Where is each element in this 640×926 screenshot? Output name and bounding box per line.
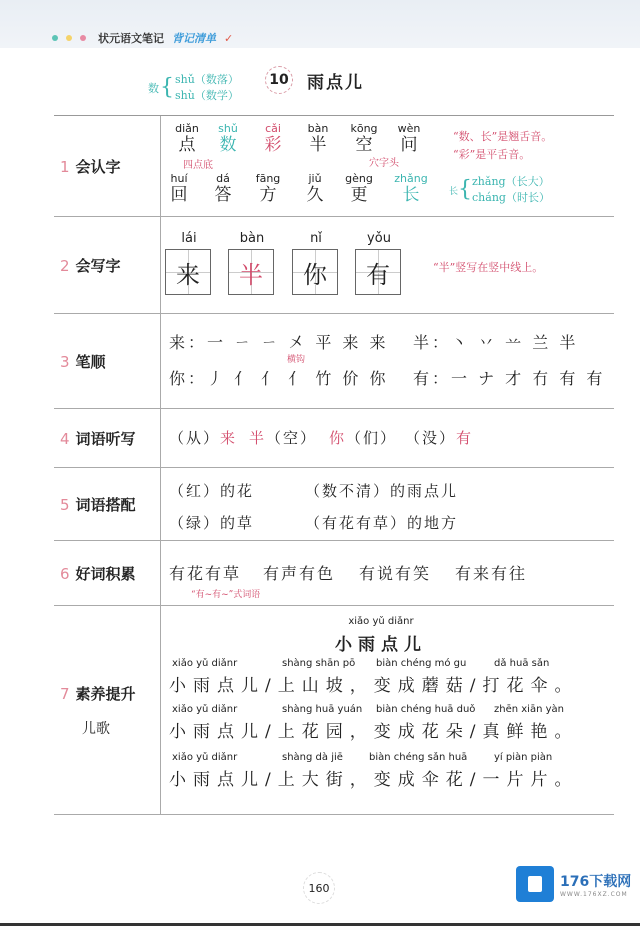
stroke-sequence: 半：丶 丷 䒑 兰 半 (413, 333, 579, 352)
tianzige-box: 有 (355, 249, 401, 295)
row-title: 会写字 (75, 256, 121, 275)
row-label (54, 409, 161, 467)
pinyin: jiǔ (308, 172, 322, 185)
poem-text: 小雨点儿/上山坡，变成蘑菇/打花伞。 (169, 676, 579, 696)
pinyin: bàn (307, 122, 329, 135)
pinyin: fāng (255, 172, 281, 185)
brace-icon: { (160, 75, 174, 100)
idiom: 有说有笑 (359, 564, 432, 583)
hanzi: 点 (178, 135, 196, 155)
pinyin: shàng dà jiē (282, 752, 343, 763)
idiom: 有花有草 (169, 564, 242, 583)
notes-table (54, 115, 614, 815)
pinyin: kōng (350, 122, 378, 135)
word-part: 半 (249, 429, 267, 447)
watermark-title: 176下载网 (560, 873, 632, 890)
row-dictation (54, 409, 614, 468)
stroke-sequence: 有：一 ナ 才 冇 有 有 (413, 369, 606, 388)
idiom: 有声有色 (263, 564, 336, 583)
row-number: 5 (60, 495, 70, 514)
pinyin: xiǎo yǔ diǎnr (172, 704, 238, 715)
stroke-sequence: 来：一 ㄧ ㄧ 㐅 平 来 来 (169, 333, 389, 352)
dot-icon (80, 35, 86, 41)
row-label (54, 468, 161, 540)
pinyin: biàn chéng mó gu (376, 658, 467, 669)
stroke-content (161, 314, 614, 408)
annotation-kong: 穴字头 (369, 158, 399, 169)
lesson-header (265, 66, 364, 94)
word-part: 有 (456, 429, 474, 447)
row-number: 7 (60, 684, 70, 703)
pinyin: dǎ huā sǎn (494, 658, 550, 669)
word-part: （从） (169, 429, 221, 447)
matching-content (161, 468, 614, 540)
hanzi: 数 (219, 135, 237, 155)
word-part: 来 (220, 429, 238, 447)
pinyin: shǔ (218, 122, 238, 135)
dot-icon (52, 35, 58, 41)
row-title: 会认字 (75, 157, 121, 176)
row-stroke-order (54, 314, 614, 409)
pinyin: gèng (345, 172, 373, 185)
row-title: 素养提升 (75, 684, 136, 703)
hanzi: 更 (350, 185, 368, 205)
row-title: 好词积累 (75, 564, 136, 583)
check-icon: ✓ (224, 31, 234, 45)
tianzige-box: 来 (165, 249, 211, 295)
annotation-pattern: “有~有~”式词语 (191, 590, 261, 600)
pinyin: xiǎo yǔ diǎnr (172, 752, 238, 763)
dot-icon (66, 35, 72, 41)
pinyin: lái (181, 231, 197, 246)
dictation-item (329, 427, 397, 448)
tianzige-box: 半 (228, 249, 274, 295)
poem-title-pinyin: xiǎo yǔ diǎnr (348, 616, 414, 627)
row-label (54, 606, 161, 814)
pinyin: dá (216, 172, 230, 185)
word-part: （没） (405, 429, 457, 447)
dictation-item (169, 427, 237, 448)
row-label (54, 541, 161, 605)
hanzi: 长 (402, 185, 420, 205)
lesson-number: 10 (265, 66, 293, 94)
pinyin: huí (170, 172, 188, 185)
write-content (161, 217, 614, 313)
dictation-content (161, 409, 614, 467)
polyphone-char: 长 (449, 186, 459, 197)
row-number: 2 (60, 256, 70, 275)
pinyin: cǎi (265, 122, 281, 135)
row-number: 6 (60, 564, 70, 583)
good-words-content (161, 541, 614, 605)
series-tag: 背记清单 (172, 32, 216, 45)
pinyin: shàng huā yuán (282, 704, 363, 715)
phrase: （红）的花 (169, 482, 255, 500)
row-title: 词语搭配 (75, 495, 136, 514)
hanzi: 久 (306, 185, 324, 205)
series-name: 状元语文笔记 (98, 32, 164, 45)
pinyin: zhēn xiān yàn (494, 704, 564, 715)
row-number: 1 (60, 157, 70, 176)
hanzi: 彩 (264, 135, 282, 155)
pinyin: yǒu (367, 231, 391, 246)
reading: shǔ（数落） (175, 73, 239, 86)
pinyin: biàn chéng huā duǒ (376, 704, 476, 715)
poem-line (169, 658, 589, 696)
hanzi: 答 (214, 185, 232, 205)
recognize-content (161, 116, 614, 216)
brace-icon: { (458, 177, 473, 202)
word-part: 你 (329, 429, 347, 447)
hanzi: 方 (259, 185, 277, 205)
pinyin: nǐ (310, 231, 322, 246)
annotation-flat: “彩”是平舌音。 (453, 148, 531, 161)
idiom: 有来有往 (455, 564, 528, 583)
hanzi: 空 (355, 135, 373, 155)
row-title: 词语听写 (75, 429, 136, 448)
pinyin: zhǎng (394, 172, 428, 185)
pinyin: biàn chéng sǎn huā (369, 752, 468, 763)
phrase: （有花有草）的地方 (305, 514, 459, 532)
hanzi: 问 (400, 135, 418, 155)
watermark (516, 866, 631, 902)
annotation-write: “半”竖写在竖中线上。 (433, 261, 544, 274)
polyphone-zhang-note (449, 174, 550, 206)
row-write (54, 217, 614, 314)
row-literacy (54, 606, 614, 815)
row-good-words (54, 541, 614, 606)
annotation-dian: 四点底 (183, 160, 213, 171)
header-bar (0, 0, 640, 48)
page-title: 雨点儿 (307, 72, 364, 93)
pinyin: yí piàn piàn (494, 752, 553, 763)
annotation-retroflex: “数、长”是翘舌音。 (453, 130, 553, 143)
stroke-sequence: 你：丿 亻 亻 亻 竹 价 你 (169, 369, 389, 388)
box-logo-icon (516, 866, 554, 902)
pinyin: xiǎo yǔ diǎnr (172, 658, 238, 669)
pinyin: wèn (397, 122, 421, 135)
pinyin: diǎn (175, 122, 199, 135)
poem-title: 小雨点儿 (335, 635, 427, 655)
word-part: （们） (346, 429, 398, 447)
row-number: 3 (60, 352, 70, 371)
row-number: 4 (60, 429, 70, 448)
page-number: 160 (303, 872, 335, 904)
phrase: （绿）的草 (169, 514, 255, 532)
hanzi: 回 (170, 185, 188, 205)
row-label (54, 217, 161, 313)
polyphone-char: 数 (148, 82, 159, 95)
row-title: 笔顺 (75, 352, 106, 371)
poem-text: 小雨点儿/上花园，变成花朵/真鲜艳。 (169, 722, 579, 742)
row-subtitle: 儿歌 (82, 720, 110, 737)
polyphone-shu-note (148, 72, 239, 104)
pinyin: shàng shān pō (282, 658, 356, 669)
poem-line (169, 752, 589, 790)
dictation-item (405, 427, 473, 448)
row-label (54, 314, 161, 408)
row-recognize (54, 116, 614, 217)
row-matching (54, 468, 614, 541)
poem-text: 小雨点儿/上大街，变成伞花/一片片。 (169, 770, 579, 790)
tianzige-box: 你 (292, 249, 338, 295)
word-part: （空） (266, 429, 318, 447)
poem-content (161, 606, 614, 814)
phrase: （数不清）的雨点儿 (305, 482, 459, 500)
reading: shù（数学） (175, 89, 239, 102)
reading: cháng（时长） (472, 191, 550, 204)
dictation-item (249, 427, 317, 448)
reading: zhǎng（长大） (472, 175, 550, 188)
annotation-hook: 横钩 (287, 355, 306, 365)
row-label (54, 116, 161, 216)
watermark-url: WWW.176XZ.COM (560, 890, 628, 898)
series-brand (52, 30, 233, 46)
pinyin: bàn (239, 231, 265, 246)
poem-line (169, 704, 589, 742)
hanzi: 半 (309, 135, 327, 155)
